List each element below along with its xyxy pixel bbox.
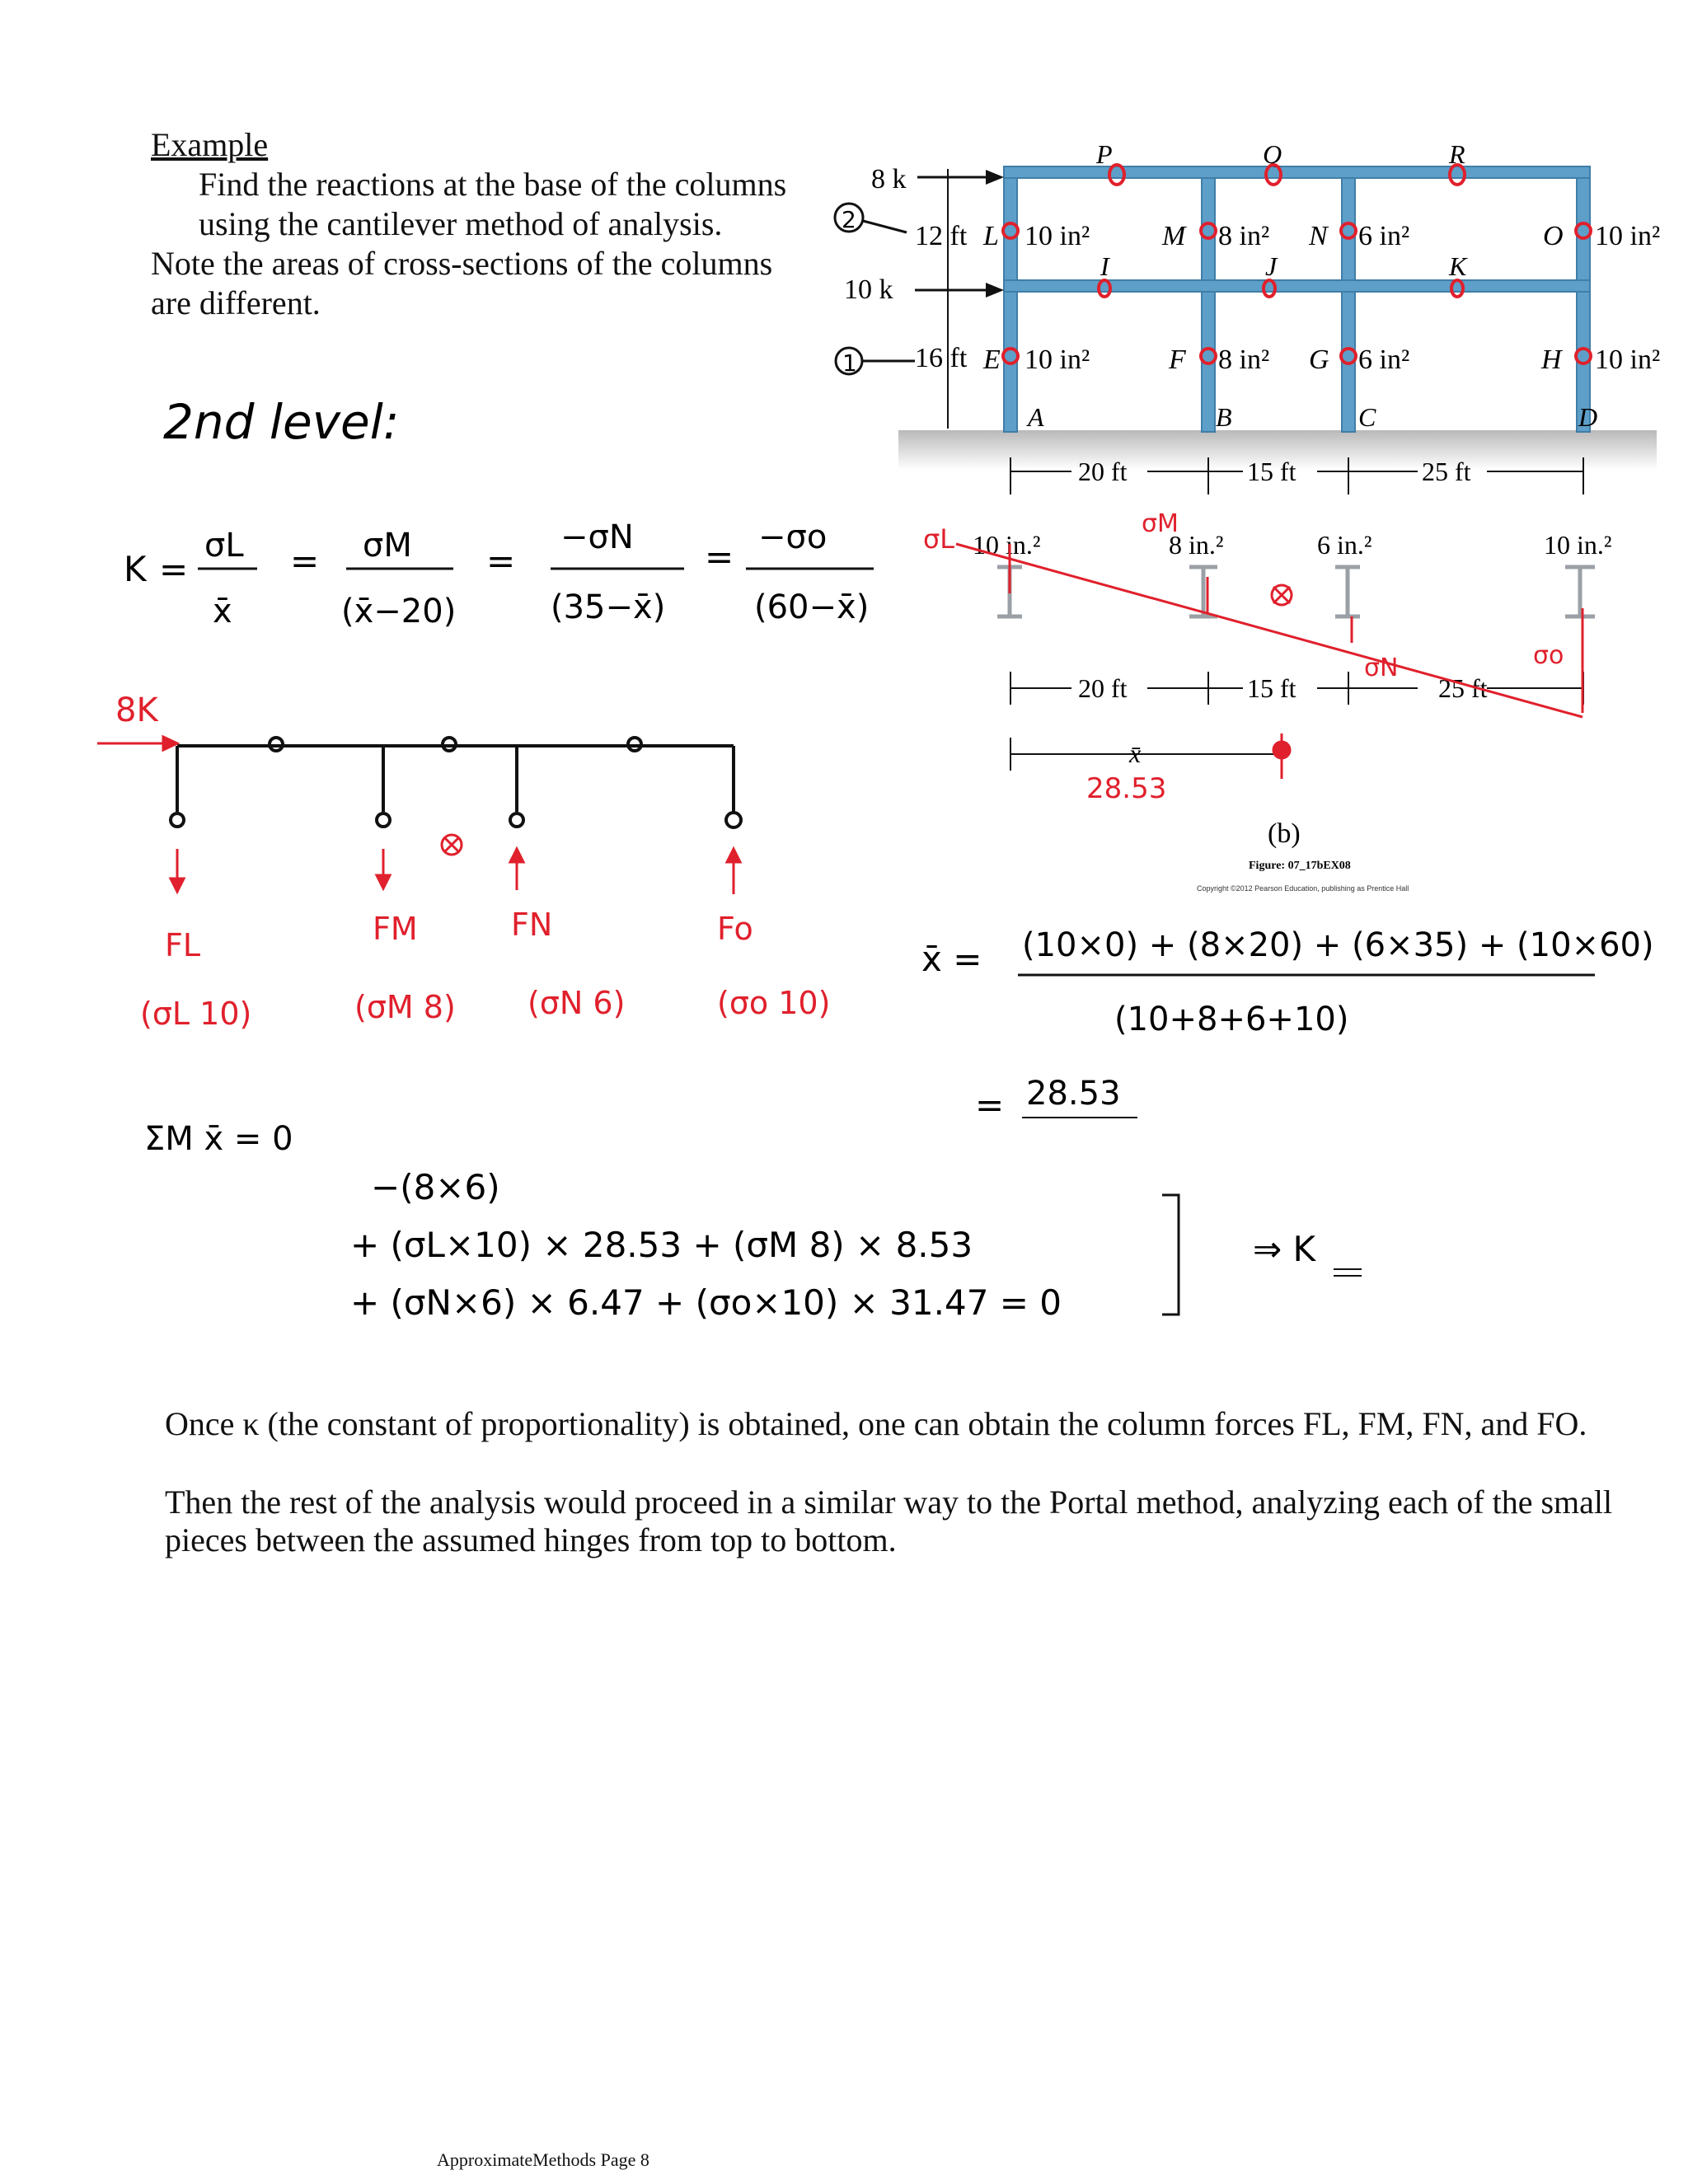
load-8K: 8K xyxy=(115,691,158,729)
moment-line-2: + (σL×10) × 28.53 + (σM 8) × 8.53 xyxy=(350,1225,973,1265)
fig-sigma-L: σL xyxy=(923,523,955,555)
section-area-1: 10 in.² xyxy=(973,530,1041,560)
force-expr-O: (σo 10) xyxy=(717,985,831,1021)
load-8k: 8 k xyxy=(871,164,907,194)
kappa-eq-1: = xyxy=(159,549,189,589)
force-expr-N: (σN 6) xyxy=(528,985,626,1021)
den-3: (35−x̄) xyxy=(551,588,666,626)
hinge-R: R xyxy=(1449,139,1465,169)
joint-O: O xyxy=(1543,221,1564,251)
section-area-4: 10 in.² xyxy=(1544,530,1612,560)
den-1: x̄ xyxy=(213,593,232,630)
problem-line-3: Note the areas of cross-sections of the columns xyxy=(151,245,773,282)
sigma-N-num: −σN xyxy=(560,518,634,556)
hinge-Q: Q xyxy=(1263,139,1282,169)
xbar-denominator: (10+8+6+10) xyxy=(1114,1001,1349,1038)
fbd-red-arrows xyxy=(97,737,740,894)
subfig-label: (b) xyxy=(1268,818,1301,849)
section-area-2: 8 in.² xyxy=(1169,530,1224,560)
fbd-frame xyxy=(171,738,741,827)
conclusion-p1: Once κ (the constant of proportionality) is obtained, one can obtain the column forces FL, FM, FN, and FO. xyxy=(165,1405,1587,1442)
joint-F: F xyxy=(1169,344,1186,375)
force-FL: FL xyxy=(165,927,201,963)
figure-caption: Figure: 07_17bEX08 xyxy=(1249,860,1351,872)
bracket xyxy=(1162,1195,1179,1315)
hinge-I: I xyxy=(1100,251,1109,281)
xbar-result: 28.53 xyxy=(1026,1075,1121,1113)
area-N: 6 in² xyxy=(1358,221,1410,251)
xbar-numerator: (10×0) + (8×20) + (6×35) + (10×60) xyxy=(1022,926,1654,964)
span-BC-2: 15 ft xyxy=(1247,673,1296,703)
section-area-3: 6 in.² xyxy=(1317,530,1372,560)
force-FM: FM xyxy=(373,911,418,947)
problem-line-2: using the cantilever method of analysis. xyxy=(199,205,723,242)
support-A: A xyxy=(1028,402,1044,432)
story-mark-1: 1 xyxy=(842,349,857,377)
area-F: 8 in² xyxy=(1218,344,1270,375)
sigma-M-num: σM xyxy=(363,527,412,565)
problem-line-4: are different. xyxy=(151,284,321,321)
problem-line-1: Find the reactions at the base of the columns xyxy=(199,166,787,203)
joint-E: E xyxy=(983,344,1001,375)
area-M: 8 in² xyxy=(1218,221,1270,251)
load-10k: 10 k xyxy=(844,274,893,305)
moment-line-1: −(8×6) xyxy=(371,1167,500,1207)
joint-L: L xyxy=(983,221,999,251)
hinge-K: K xyxy=(1449,251,1467,281)
force-FO: Fo xyxy=(717,911,753,947)
fig-sigma-M: σM xyxy=(1142,509,1179,538)
span-AB: 20 ft xyxy=(1078,457,1128,486)
span-CD-2: 25 ft xyxy=(1438,673,1488,703)
joint-H: H xyxy=(1541,344,1562,375)
page-footer: ApproximateMethods Page 8 xyxy=(437,2149,649,2170)
force-FN: FN xyxy=(511,907,553,943)
example-heading: Example xyxy=(151,126,269,163)
support-D: D xyxy=(1578,402,1598,432)
support-C: C xyxy=(1358,402,1376,432)
force-expr-M: (σM 8) xyxy=(354,989,456,1025)
level-label: 2nd level: xyxy=(163,394,400,450)
xbar-symbol: x̄ xyxy=(1129,738,1142,768)
hinge-J: J xyxy=(1265,251,1278,281)
kappa-symbol: K xyxy=(124,549,147,589)
conclusion-p2: Then the rest of the analysis would proceed in a similar way to the Portal method, analyzing each of the small pieces between the assumed hinges from top to bottom. xyxy=(165,1483,1613,1558)
height-upper: 12 ft xyxy=(915,221,968,251)
story-mark-2: 2 xyxy=(842,206,856,233)
hinge-P: P xyxy=(1096,139,1113,169)
area-O: 10 in² xyxy=(1595,221,1661,251)
support-B: B xyxy=(1216,402,1232,432)
xbar-eq-lhs: x̄ = xyxy=(921,939,982,979)
fig-sigma-O: σo xyxy=(1533,641,1564,670)
span-CD: 25 ft xyxy=(1422,457,1471,486)
moment-line-3: + (σN×6) × 6.47 + (σo×10) × 31.47 = 0 xyxy=(350,1282,1062,1323)
figure-copyright: Copyright ©2012 Pearson Education, publishing as Prentice Hall xyxy=(1197,884,1409,893)
moment-eq: ΣM x̄ = 0 xyxy=(144,1120,293,1158)
eq-4: = xyxy=(705,537,734,577)
fig-sigma-N: σN xyxy=(1364,654,1399,682)
area-L: 10 in² xyxy=(1025,221,1090,251)
area-G: 6 in² xyxy=(1358,344,1410,375)
fig-xbar-value: 28.53 xyxy=(1086,772,1167,805)
span-AB-2: 20 ft xyxy=(1078,673,1128,703)
den-4: (60−x̄) xyxy=(754,588,870,626)
force-expr-L: (σL 10) xyxy=(140,996,252,1032)
implies-kappa: ⇒ K xyxy=(1253,1229,1316,1269)
area-E: 10 in² xyxy=(1025,344,1090,375)
sigma-L-num: σL xyxy=(204,527,244,565)
eq-2: = xyxy=(290,541,320,581)
area-H: 10 in² xyxy=(1595,344,1661,375)
xbar-eq-2: = xyxy=(975,1085,1005,1125)
height-lower: 16 ft xyxy=(915,343,968,373)
joint-M: M xyxy=(1162,221,1186,251)
den-2: (x̄−20) xyxy=(341,593,457,630)
eq-3: = xyxy=(486,541,516,581)
span-BC: 15 ft xyxy=(1247,457,1296,486)
joint-G: G xyxy=(1309,344,1329,375)
sigma-O-num: −σo xyxy=(758,518,828,556)
joint-N: N xyxy=(1309,221,1328,251)
